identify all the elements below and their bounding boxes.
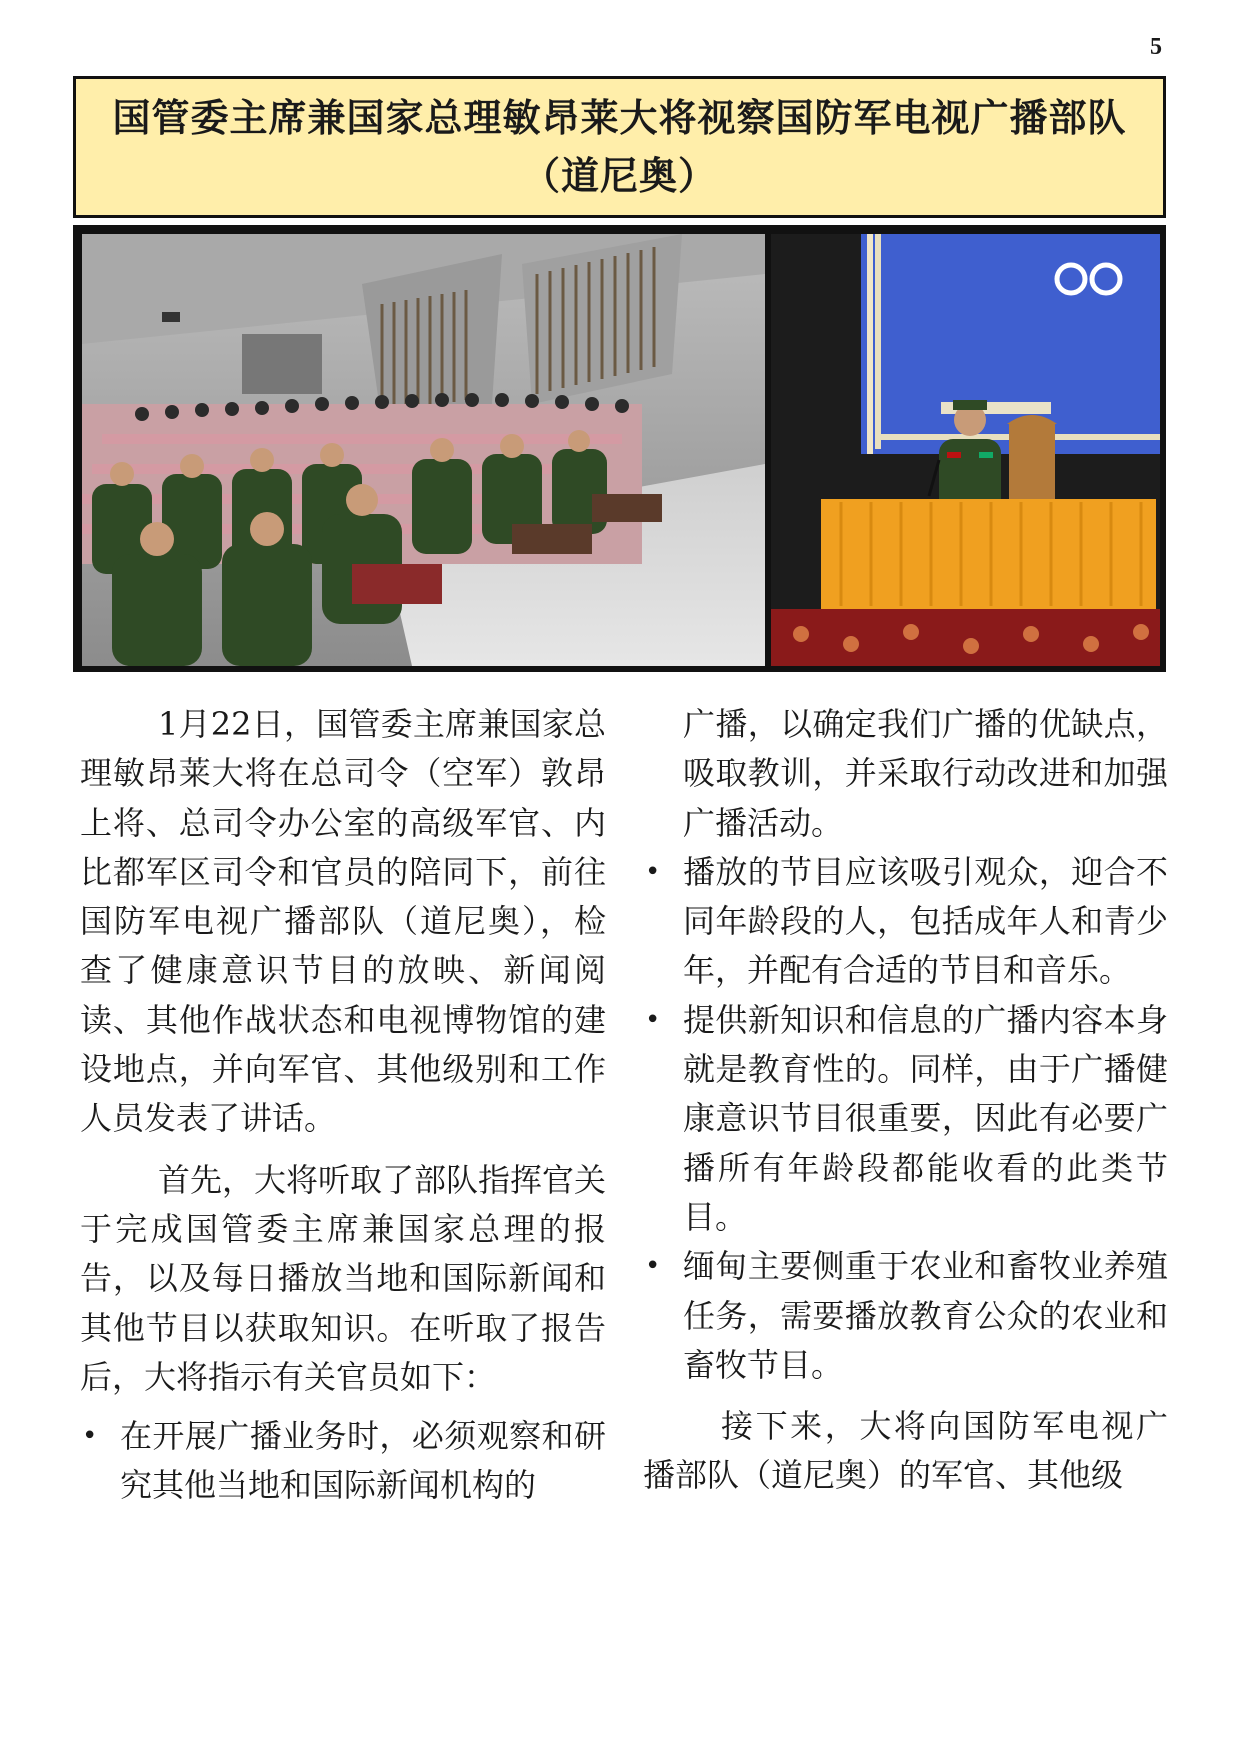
bullet-continuation: 广播，以确定我们广播的优缺点，吸取教训，并采取行动改进和加强广播活动。: [683, 705, 1168, 842]
left-text-column: [80, 700, 606, 1511]
photo-strip: [73, 225, 1166, 672]
title-banner: [73, 76, 1166, 218]
auditorium-illustration: [82, 234, 765, 666]
speaker-photo: [771, 234, 1160, 666]
page-title: 国管委主席兼国家总理敏昂莱大将视察国防军电视广播部队（道尼奥）: [112, 96, 1127, 198]
bullet-item: • 播放的节目应该吸引观众，迎合不同年龄段的人，包括成年人和青少年，并配有合适的节目和音乐。: [643, 848, 1168, 996]
page-number: 5: [1150, 34, 1162, 60]
bullet-item: • 缅甸主要侧重于农业和畜牧业养殖任务，需要播放教育公众的农业和畜牧节目。: [643, 1242, 1168, 1390]
right-text-column: [643, 700, 1168, 1501]
body-paragraph: 首先，大将听取了部队指挥官关于完成国管委主席兼国家总理的报告，以及每日播放当地和国际新闻和其他节目以获取知识。在听取了报告后，大将指示有关官员如下：: [80, 1160, 607, 1396]
body-paragraph: 接下来，大将向国防军电视广播部队（道尼奥）的军官、其他级: [643, 1407, 1168, 1495]
bullet-item: • 在开展广播业务时，必须观察和研究其他当地和国际新闻机构的: [80, 1412, 606, 1511]
body-paragraph: 1月22日，国管委主席兼国家总理敏昂莱大将在总司令（空军）敦昂上将、总司令办公室的高级军官、内比都军区司令和官员的陪同下，前往国防军电视广播部队（道尼奥），检查了健康意识节目的放映、新闻阅读、其他作战状态和电视博物馆的建设地点，并向军官、其他级别和工作人员发表了讲话。: [80, 705, 606, 1138]
bullet-item: • 提供新知识和信息的广播内容本身就是教育性的。同样，由于广播健康意识节目很重要，因此有必要广播所有年龄段都能收看的此类节目。: [643, 996, 1168, 1242]
speaker-illustration: [771, 234, 1160, 666]
auditorium-photo: [82, 234, 765, 666]
